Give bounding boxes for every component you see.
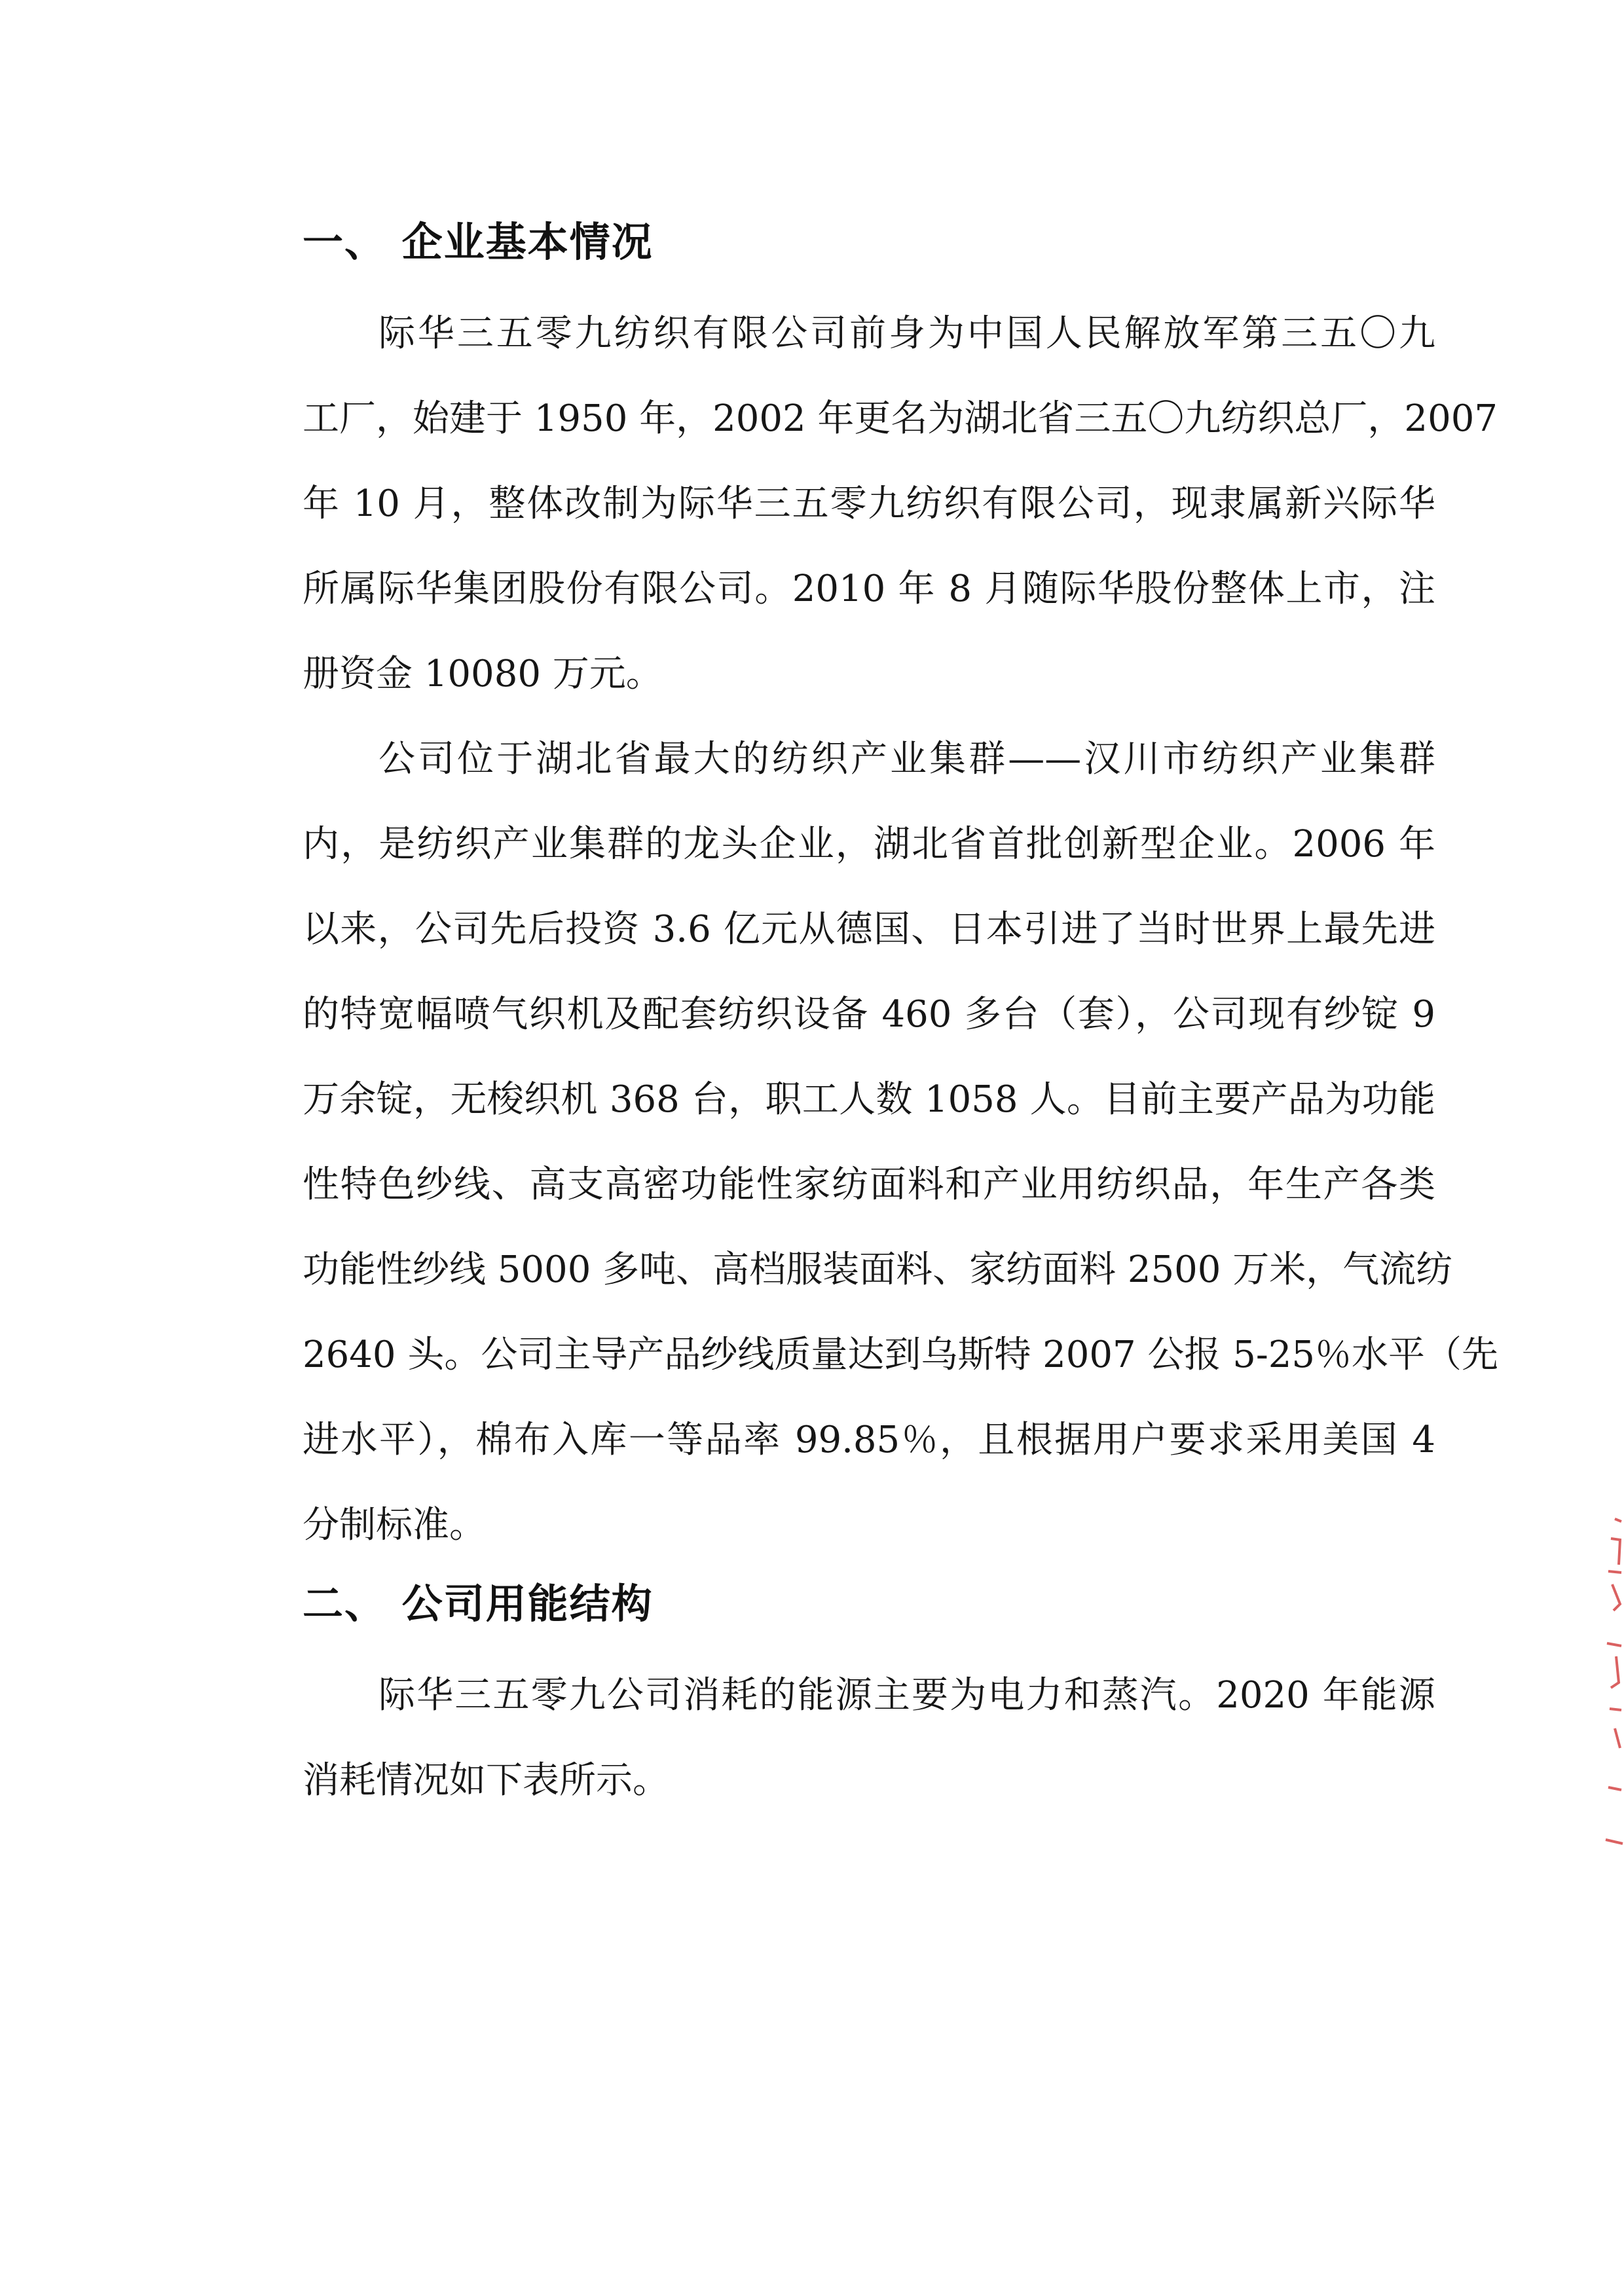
paragraph-line: 消耗情况如下表所示。 — [303, 1759, 669, 1802]
seal-stamp-graphic — [1602, 1512, 1624, 1853]
paragraph-line: 功能性纱线 5000 多吨、高档服装面料、家纺面料 2500 万米，气流纺 — [303, 1248, 1453, 1291]
paragraph-line: 内，是纺织产业集群的龙头企业，湖北省首批创新型企业。2006 年 — [303, 823, 1435, 866]
paragraph-line: 所属际华集团股份有限公司。2010 年 8 月随际华股份整体上市，注 — [303, 568, 1435, 610]
paragraph-line: 际华三五零九纺织有限公司前身为中国人民解放军第三五〇九 — [378, 312, 1435, 355]
paragraph-line: 性特色纱线、高支高密功能性家纺面料和产业用纺织品，年生产各类 — [303, 1163, 1435, 1206]
paragraph-line: 2640 头。公司主导产品纱线质量达到乌斯特 2007 公报 5-25％水平（先 — [303, 1334, 1499, 1376]
paragraph-line: 工厂，始建于 1950 年，2002 年更名为湖北省三五〇九纺织总厂，2007 — [303, 397, 1498, 440]
paragraph-line: 册资金 10080 万元。 — [303, 653, 663, 695]
paragraph-line: 公司位于湖北省最大的纺织产业集群——汉川市纺织产业集群 — [378, 738, 1435, 780]
paragraph-line: 的特宽幅喷气织机及配套纺织设备 460 多台（套），公司现有纱锭 9 — [303, 993, 1435, 1036]
paragraph-line: 进水平），棉布入库一等品率 99.85％，且根据用户要求采用美国 4 — [303, 1419, 1436, 1461]
paragraph-line: 分制标准。 — [303, 1504, 486, 1546]
paragraph-line: 年 10 月，整体改制为际华三五零九纺织有限公司，现隶属新兴际华 — [303, 483, 1435, 525]
paragraph-line: 万余锭，无梭织机 368 台，职工人数 1058 人。目前主要产品为功能 — [303, 1078, 1435, 1121]
section-1-heading: 一、 企业基本情况 — [303, 218, 654, 266]
seal-stamp — [1602, 1512, 1624, 1853]
section-2-heading: 二、 公司用能结构 — [303, 1580, 654, 1628]
paragraph-line: 际华三五零九公司消耗的能源主要为电力和蒸汽。2020 年能源 — [378, 1674, 1435, 1717]
paragraph-line: 以来，公司先后投资 3.6 亿元从德国、日本引进了当时世界上最先进 — [303, 908, 1435, 951]
